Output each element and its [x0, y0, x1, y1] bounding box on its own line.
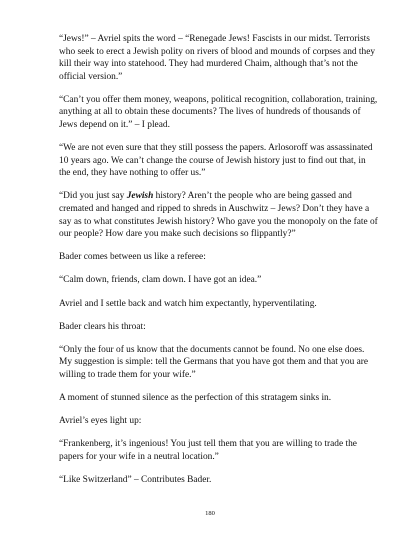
- paragraph-13: “Like Switzerland” – Contributes Bader.: [59, 474, 212, 485]
- body-text: [59, 33, 379, 497]
- paragraph-10: A moment of stunned silence as the perfection of this stratagem sinks in.: [59, 392, 332, 403]
- page-number: 180: [205, 510, 215, 517]
- paragraph-4-end: history? Aren’t the people who are being gassed and cremated and hanged and ripped to shreds in Auschwitz – Jews? Don’t they have a say as to what constitutes Jewish history? Who gave you the monopoly on the fate of our people? How dare you make such decisions so flippantly?”: [59, 191, 378, 240]
- paragraph-12: “Frankenberg, it’s ingenious! You just tell them that you are willing to trade the papers for your wife in a neutral location.”: [59, 439, 357, 462]
- paragraph-11: Avriel’s eyes light up:: [59, 416, 142, 427]
- paragraph-2: “Can’t you offer them money, weapons, political recognition, collaboration, training, anything at all to obtain these documents? The lives of hundreds of thousands of Jews depend on it.” – I plead.: [59, 94, 378, 131]
- paragraph-7: Avriel and I settle back and watch him expectantly, hyperventilating.: [59, 298, 317, 309]
- paragraph-3: “We are not even sure that they still possess the papers. Arlosoroff was assassinated 10 years ago. We can’t change the course of Jewish history just to find out that, in the end, they have nothing to offer us.”: [59, 143, 373, 179]
- paragraph-9: “Only the four of us know that the documents cannot be found. No one else does. My suggestion is simple: tell the Germans that you have got them and that you are willing to trade them for your wife.”: [59, 344, 369, 380]
- paragraph-4: [59, 190, 379, 240]
- paragraph-6: “Calm down, friends, clam down. I have got an idea.”: [59, 275, 262, 286]
- emphasized-word: Jewish: [126, 191, 154, 202]
- paragraph-4-start: “Did you just say: [59, 191, 127, 202]
- paragraph-8: Bader clears his throat:: [59, 321, 146, 332]
- paragraph-5: Bader comes between us like a referee:: [59, 252, 206, 263]
- paragraph-1: “Jews!” – Avriel spits the word – “Renegade Jews! Fascists in our midst. Terrorists who seek to erect a Jewish polity on rivers of blood and mounds of corpses and they kill their way into statehood. They had murdered Chaim, although that’s not the official version.”: [59, 34, 376, 82]
